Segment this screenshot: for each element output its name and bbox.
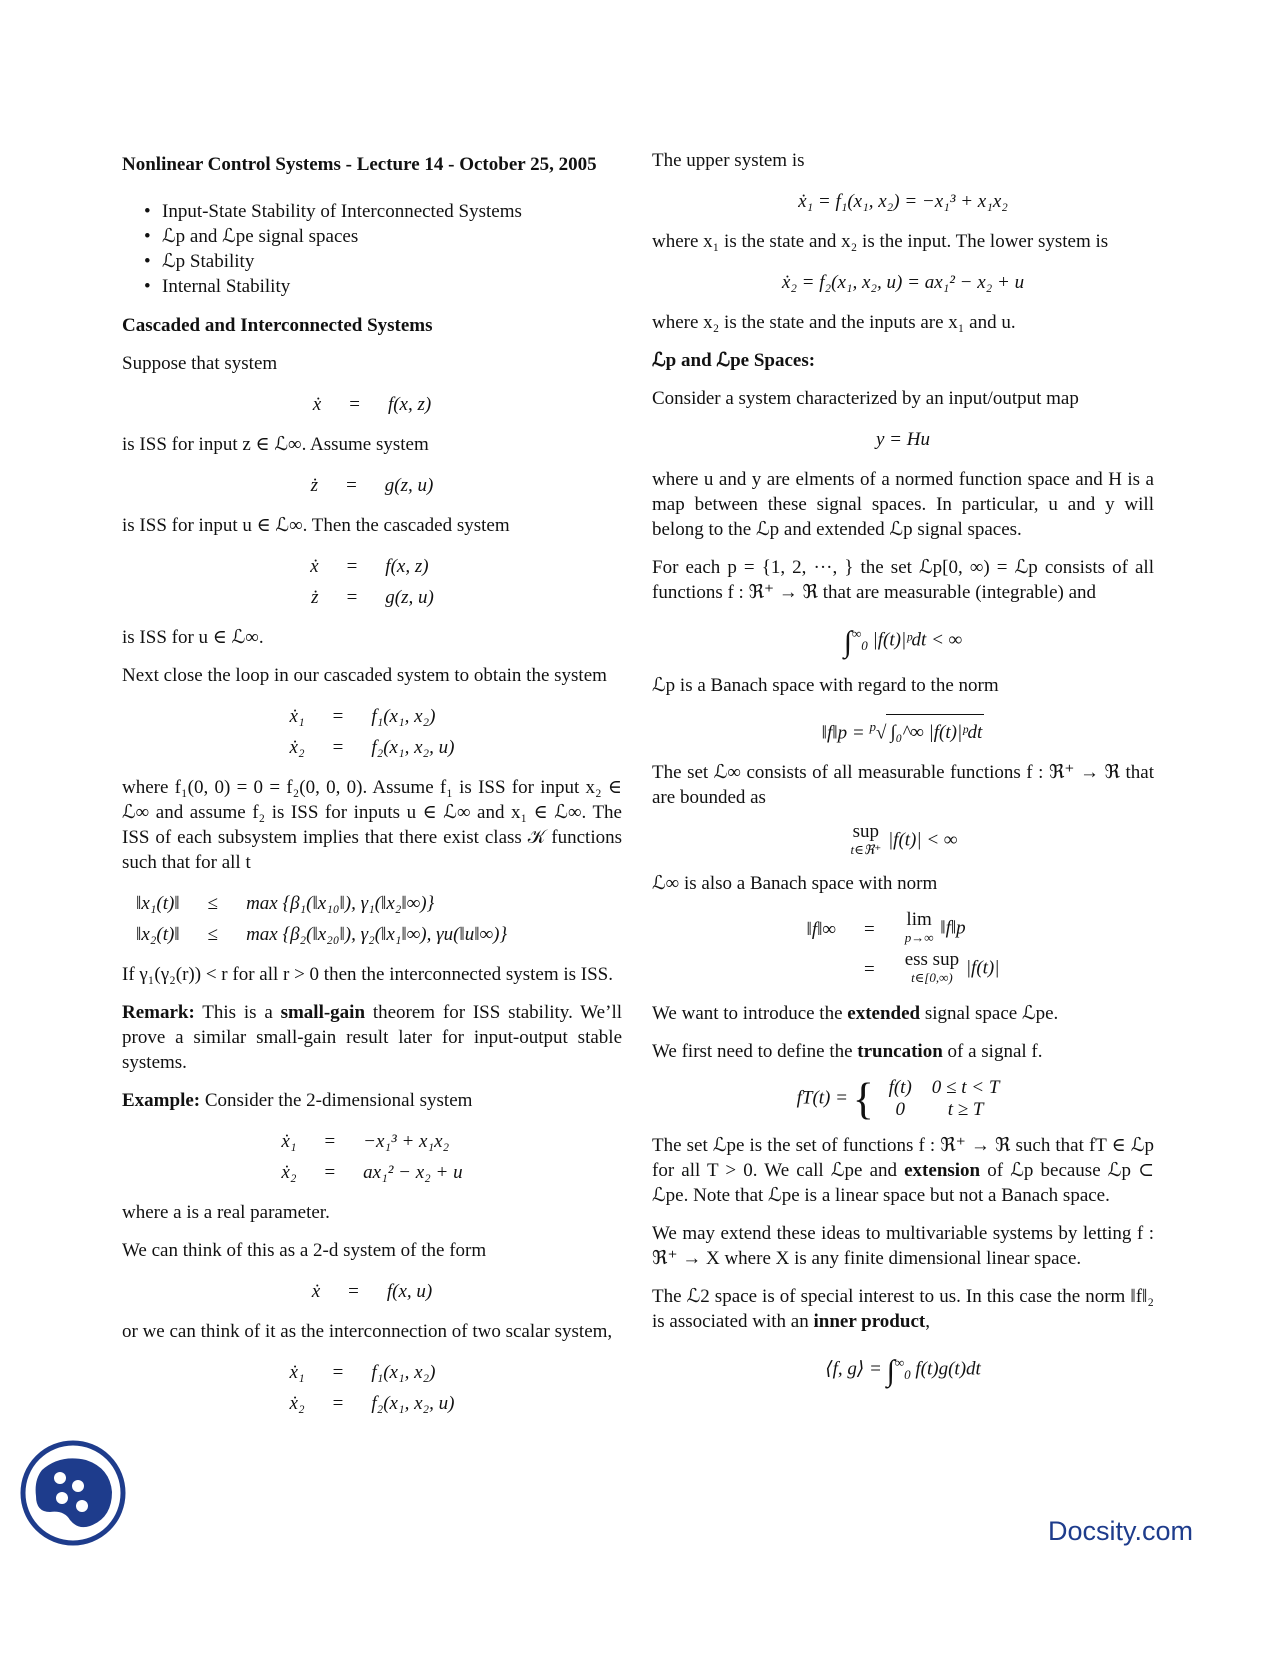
equation: ẋ₁ = f₁(x₁, x₂) ẋ₂ = f₂(x₁, x₂, u) xyxy=(289,1362,455,1414)
topic-item: • ℒp Stability xyxy=(162,249,622,274)
paragraph: We want to introduce the extended signal space ℒpe. xyxy=(652,1003,1059,1025)
page-title: Nonlinear Control Systems - Lecture 14 - October 25, 2005 xyxy=(122,154,597,175)
paragraph: The ℒ2 space is of special interest to us. In this case the norm ‖f‖₂ is associated with an inner product, xyxy=(652,1286,1154,1333)
equation: y = Hu xyxy=(876,429,930,450)
equation: ẋ = f(x, u) xyxy=(311,1281,433,1302)
equation: ‖f‖∞ = lim p→∞ ‖f‖p = ess sup t∈[0,∞) |f(t)| xyxy=(806,909,1000,986)
topic-item: • ℒp and ℒpe signal spaces xyxy=(162,224,622,249)
right-column xyxy=(652,148,1154,1403)
paragraph: where x₁ is the state and x₂ is the input. The lower system is xyxy=(652,231,1109,252)
paragraph: is ISS for u ∈ ℒ∞. xyxy=(122,627,264,648)
paragraph: The upper system is xyxy=(652,150,805,171)
topic-list xyxy=(122,199,622,299)
paragraph: We can think of this as a 2-d system of the form xyxy=(122,1240,487,1261)
equation: ẋ = f(x, z) ż = g(z, u) xyxy=(310,556,434,608)
inner-product-equation: ⟨f, g⟩ = $\int^\infty_0$ f(t)g(t)dt xyxy=(825,1354,981,1388)
brand-watermark[interactable]: Docsity.com xyxy=(1048,1516,1194,1546)
paragraph: where u and y are elments of a normed function space and H is a map between these signal spaces. In particular, u and y will belong to the ℒp and extended ℒp signal spaces. xyxy=(652,469,1154,540)
paragraph: Next close the loop in our cascaded system to obtain the system xyxy=(122,665,607,686)
paragraph: where a is a real parameter. xyxy=(122,1202,330,1223)
sup-equation: sup t∈ℜ⁺ |f(t)| < ∞ xyxy=(850,821,958,858)
equation: ẋ = f(x, z) xyxy=(312,394,432,415)
paragraph: where x₂ is the state and the inputs are x₁ and u. xyxy=(652,312,1016,333)
paragraph: or we can think of it as the interconnection of two scalar system, xyxy=(122,1321,613,1342)
truncation-equation: fT(t) = { f(t) 0 ≤ t < T 0 t ≥ T xyxy=(796,1074,1000,1124)
paragraph: The set ℒ∞ consists of all measurable functions f : ℜ⁺ → ℜ that are bounded as xyxy=(652,762,1154,809)
paragraph: ℒp is a Banach space with regard to the norm xyxy=(652,675,999,697)
norm-equation: ‖f‖p = $^p$√ ∫₀^∞ |f(t)|ᵖdt xyxy=(652,711,1154,748)
equation: ẋ₁ = f₁(x₁, x₂) ẋ₂ = f₂(x₁, x₂, u) xyxy=(289,706,455,758)
paragraph: We first need to define the truncation of a signal f. xyxy=(652,1041,1043,1063)
paragraph: is ISS for input z ∈ ℒ∞. Assume system xyxy=(122,434,429,455)
example-paragraph: Example: Consider the 2-dimensional system xyxy=(122,1090,473,1111)
topic-item: • Internal Stability xyxy=(162,274,622,299)
paragraph: We may extend these ideas to multivariable systems by letting f : ℜ⁺ → X where X is any finite dimensional linear space. xyxy=(652,1223,1154,1270)
left-column xyxy=(122,148,622,1431)
integral-equation: $\int^\infty_0$ |f(t)|ᵖdt < ∞ xyxy=(843,625,963,659)
equation: ‖x₁(t)‖ ≤ max {β₁(‖x₁₀‖), γ₁(‖x₂‖∞)} ‖x₂(t)‖ ≤ max {β₂(‖x₂₀‖), γ₂(‖x₁‖∞), γu(‖u‖∞)} xyxy=(136,893,508,945)
equation: ż = g(z, u) xyxy=(310,475,434,496)
paragraph: For each p = {1, 2, ···, } the set ℒp[0, ∞) = ℒp consists of all functions f : ℜ⁺ → ℜ that are measurable (integrable) and xyxy=(652,557,1154,603)
topic-item: • Input-State Stability of Interconnected Systems xyxy=(162,199,622,224)
remark-paragraph: Remark: This is a small-gain theorem for ISS stability. We’ll prove a similar small-gain result later for input-output stable systems. xyxy=(122,1002,622,1073)
paragraph: The set ℒpe is the set of functions f : ℜ⁺ → ℜ such that fT ∈ ℒp for all T > 0. We call ℒpe and extension of ℒp because ℒp ⊂ ℒpe. Note that ℒpe is a linear space but not a Banach space. xyxy=(652,1135,1154,1207)
paragraph: where f₁(0, 0) = 0 = f₂(0, 0, 0). Assume f₁ is ISS for input x₂ ∈ ℒ∞ and assume f₂ is ISS for inputs u ∈ ℒ∞ and x₁ ∈ ℒ∞. The ISS of each subsystem implies that there exist class 𝒦 functions such that for all t xyxy=(122,777,622,873)
equation: ẋ₁ = f₁(x₁, x₂) = −x₁³ + x₁x₂ xyxy=(798,191,1008,212)
paragraph: is ISS for input u ∈ ℒ∞. Then the cascaded system xyxy=(122,515,510,536)
paragraph: If γ₁(γ₂(r)) < r for all r > 0 then the interconnected system is ISS. xyxy=(122,964,613,985)
section-heading: ℒp and ℒpe Spaces: xyxy=(652,350,816,371)
paragraph: ℒ∞ is also a Banach space with norm xyxy=(652,873,938,895)
equation: ẋ₂ = f₂(x₁, x₂, u) = ax₁² − x₂ + u xyxy=(781,272,1025,293)
docsity-logo-icon xyxy=(20,1440,126,1546)
section-heading: Cascaded and Interconnected Systems xyxy=(122,315,433,336)
paragraph: Suppose that system xyxy=(122,353,278,374)
equation: ẋ₁ = −x₁³ + x₁x₂ ẋ₂ = ax₁² − x₂ + u xyxy=(281,1131,463,1183)
paragraph: Consider a system characterized by an input/output map xyxy=(652,388,1079,409)
